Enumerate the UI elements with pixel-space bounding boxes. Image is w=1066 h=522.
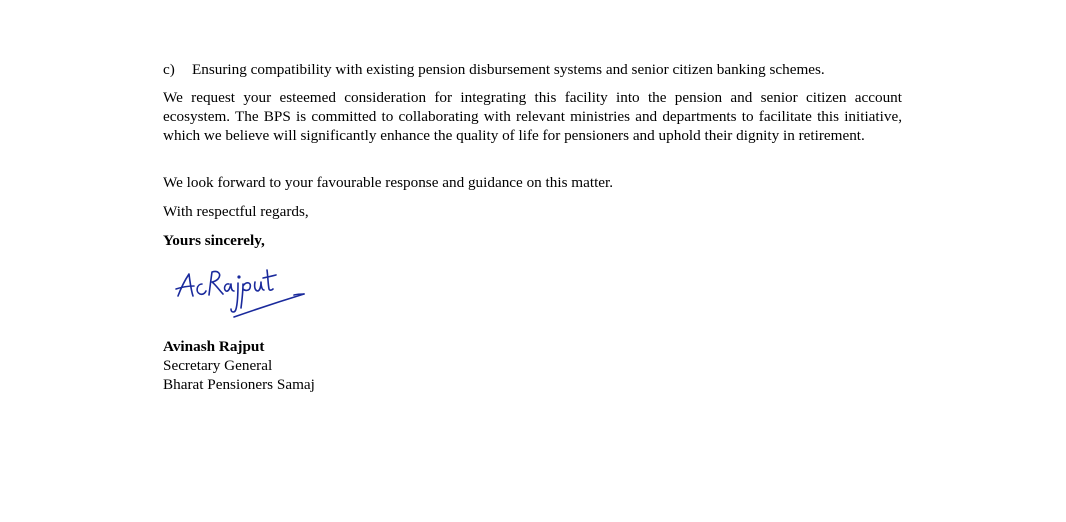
signatory-name: Avinash Rajput xyxy=(163,338,265,355)
request-paragraph: We request your esteemed consideration for integrating this facility into the pension and senior citizen account ecosystem. The BPS is committed to collaborating with relevant ministries and departments to facilitate this initiative, which we believe will significantly enhance the quality of life for pensioners and uphold their dignity in retirement. xyxy=(163,89,902,144)
closing-line: Yours sincerely, xyxy=(163,232,265,249)
signatory-organization: Bharat Pensioners Samaj xyxy=(163,376,315,393)
signatory-title: Secretary General xyxy=(163,357,273,374)
handwritten-signature xyxy=(172,262,312,324)
list-marker: c) xyxy=(163,61,175,78)
list-item-c xyxy=(163,60,825,79)
list-item-text: Ensuring compatibility with existing pension disbursement systems and senior citizen banking schemes. xyxy=(192,61,825,78)
regards-line: With respectful regards, xyxy=(163,203,309,220)
forward-paragraph: We look forward to your favourable response and guidance on this matter. xyxy=(163,174,614,191)
